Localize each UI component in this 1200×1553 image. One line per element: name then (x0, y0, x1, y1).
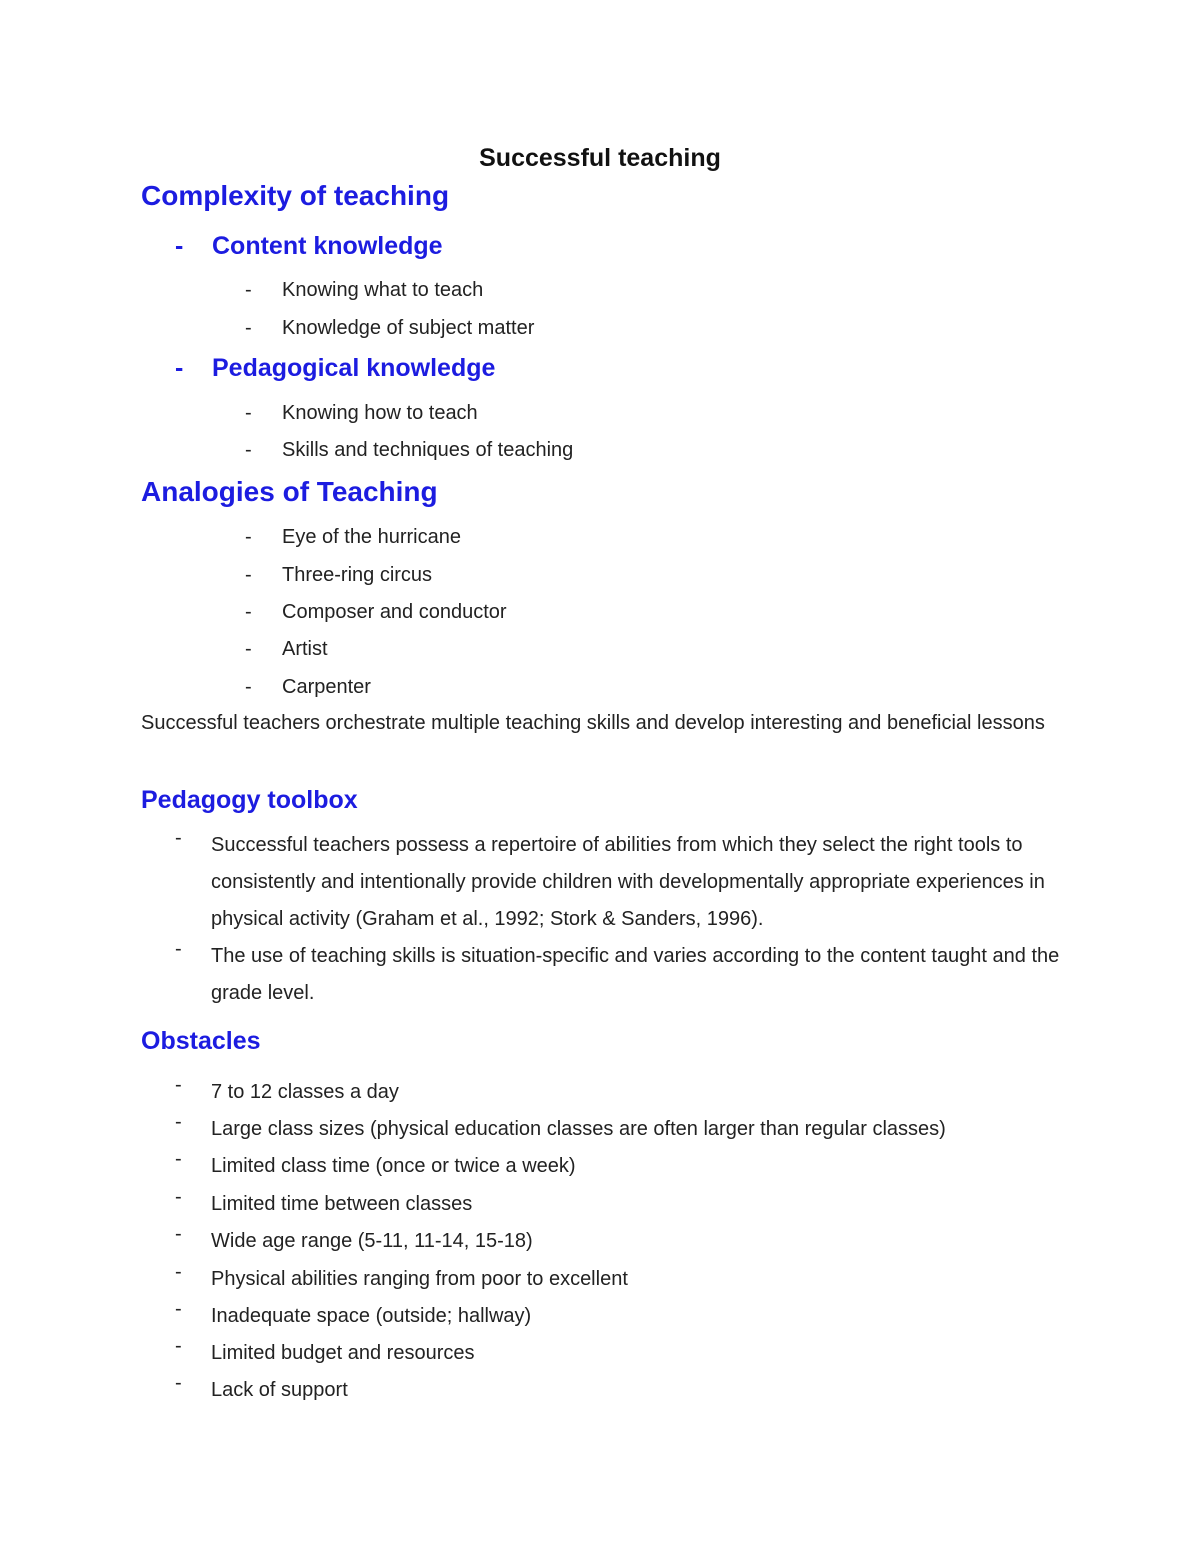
list-item (175, 1335, 1061, 1372)
list-item (175, 1186, 1061, 1223)
list-item (175, 1148, 1061, 1185)
list-item (245, 402, 478, 425)
list-item (175, 1261, 1061, 1298)
list-item-text: Lack of support (211, 1379, 348, 1401)
list-item (175, 1372, 1061, 1409)
list-item-text: Large class sizes (physical education classes are often larger than regular classes) (211, 1118, 946, 1140)
list-dash: - (175, 1111, 182, 1133)
list-dash: - (245, 439, 252, 461)
list-item-text: Successful teachers possess a repertoire of abilities from which they select the right tools to consistently and intentionally provide children with developmentally appropriate experiences in physical activity (Graham et al., 1992; Stork & Sanders, 1996). (211, 834, 1045, 930)
heading-obstacles: Obstacles (141, 1027, 261, 1055)
list-item-text: Physical abilities ranging from poor to excellent (211, 1268, 628, 1290)
subheading-text: Pedagogical knowledge (212, 354, 496, 382)
list-dash: - (175, 827, 182, 849)
summary-paragraph: Successful teachers orchestrate multiple teaching skills and develop interesting and beneficial lessons (141, 712, 1045, 734)
list-item-text: Skills and techniques of teaching (282, 439, 574, 461)
list-dash: - (245, 638, 252, 660)
list-item (175, 827, 1061, 938)
list-dash: - (175, 1372, 182, 1394)
list-item-text: The use of teaching skills is situation-specific and varies according to the content taught and the grade level. (211, 945, 1060, 1004)
list-item (175, 1111, 1061, 1148)
list-item (175, 1298, 1061, 1335)
heading-complexity: Complexity of teaching (141, 180, 450, 211)
list-dash: - (245, 526, 252, 548)
subheading-text: Content knowledge (212, 232, 443, 260)
list-item-text: Artist (282, 638, 328, 660)
list-item-text: Limited time between classes (211, 1193, 473, 1215)
heading-pedagogy-toolbox: Pedagogy toolbox (141, 786, 358, 814)
list-item-text: Carpenter (282, 676, 371, 698)
list-dash: - (245, 402, 252, 424)
list-dash: - (245, 676, 252, 698)
list-dash: - (175, 232, 184, 260)
list-item-text: Inadequate space (outside; hallway) (211, 1305, 532, 1327)
list-item-text: Knowledge of subject matter (282, 317, 535, 339)
list-item (175, 1223, 1061, 1260)
list-item-text: Knowing what to teach (282, 279, 484, 301)
list-item-text: 7 to 12 classes a day (211, 1081, 399, 1103)
list-dash: - (175, 1298, 182, 1320)
list-item-text: Limited budget and resources (211, 1342, 475, 1364)
list-dash: - (175, 1223, 182, 1245)
list-dash: - (175, 1335, 182, 1357)
subheading-pedagogical-knowledge (175, 354, 495, 383)
list-item-text: Knowing how to teach (282, 402, 478, 424)
list-dash: - (175, 1148, 182, 1170)
list-dash: - (245, 601, 252, 623)
list-item-text: Wide age range (5-11, 11-14, 15-18) (211, 1230, 533, 1252)
heading-analogies: Analogies of Teaching (141, 476, 438, 507)
list-item-text: Eye of the hurricane (282, 526, 461, 548)
list-item (245, 601, 507, 624)
list-dash: - (175, 1074, 182, 1096)
list-dash: - (245, 317, 252, 339)
list-dash: - (175, 354, 184, 382)
list-dash: - (175, 1261, 182, 1283)
list-item-text: Limited class time (once or twice a week) (211, 1155, 576, 1177)
list-item (245, 564, 432, 587)
list-item-text: Composer and conductor (282, 601, 507, 623)
list-item (245, 439, 573, 462)
subheading-content-knowledge (175, 232, 443, 261)
list-item (245, 676, 371, 699)
list-item (245, 279, 483, 302)
list-dash: - (175, 1186, 182, 1208)
list-dash: - (175, 938, 182, 960)
list-item (245, 526, 461, 549)
list-dash: - (245, 564, 252, 586)
list-item-text: Three-ring circus (282, 564, 433, 586)
list-item (175, 1074, 1061, 1111)
list-dash: - (245, 279, 252, 301)
list-item (175, 938, 1061, 1012)
list-item (245, 317, 534, 340)
list-item (245, 638, 328, 661)
page-title: Successful teaching (479, 144, 721, 172)
